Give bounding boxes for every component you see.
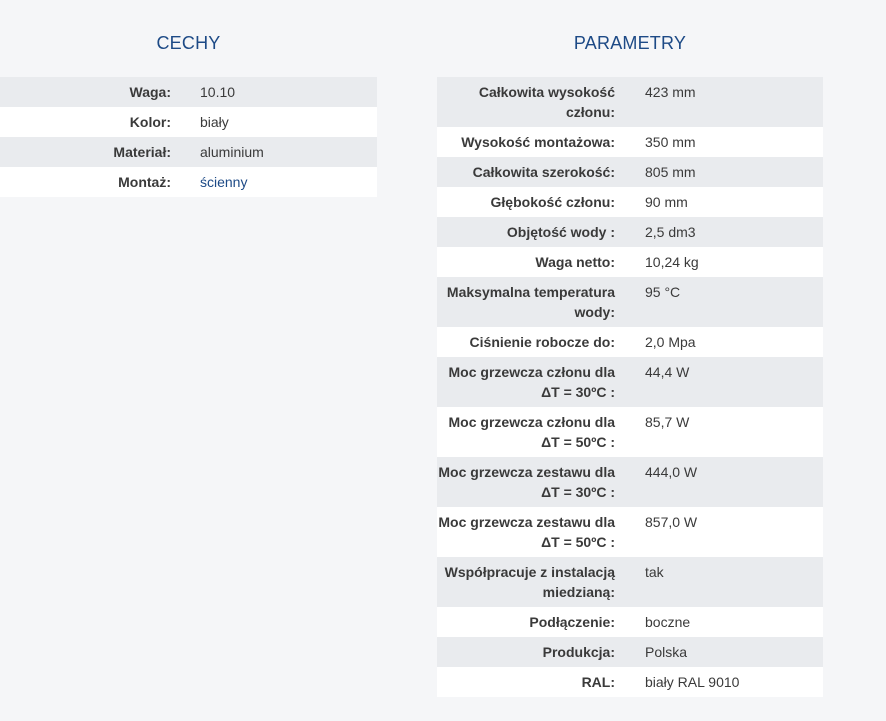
table-row (0, 107, 377, 137)
row-value: Polska (645, 637, 823, 667)
table-row (437, 607, 823, 637)
row-value: 350 mm (645, 127, 823, 157)
row-label: Moc grzewcza zestawu dla ΔT = 50ºC : (437, 507, 645, 557)
table-row (437, 247, 823, 277)
row-value (200, 167, 377, 197)
row-label: Waga netto: (437, 247, 645, 277)
row-label: Montaż: (0, 167, 200, 197)
row-label: Współpracuje z instalacją miedzianą: (437, 557, 645, 607)
row-label: Produkcja: (437, 637, 645, 667)
table-row (437, 637, 823, 667)
row-value: 2,5 dm3 (645, 217, 823, 247)
row-label: RAL: (437, 667, 645, 697)
row-label: Moc grzewcza członu dla ΔT = 50ºC : (437, 407, 645, 457)
row-label: Maksymalna temperatura wody: (437, 277, 645, 327)
row-value: 44,4 W (645, 357, 823, 407)
row-value: tak (645, 557, 823, 607)
table-row (437, 157, 823, 187)
row-label: Podłączenie: (437, 607, 645, 637)
table-row (437, 217, 823, 247)
row-value: 444,0 W (645, 457, 823, 507)
table-row (437, 327, 823, 357)
montaz-link[interactable]: ścienny (200, 174, 248, 190)
table-row (437, 277, 823, 327)
parametry-title: PARAMETRY (573, 33, 687, 53)
cechy-table (0, 77, 377, 197)
row-label: Wysokość montażowa: (437, 127, 645, 157)
table-row (437, 77, 823, 127)
row-label: Moc grzewcza członu dla ΔT = 30ºC : (437, 357, 645, 407)
row-value: biały (200, 107, 377, 137)
table-row (437, 357, 823, 407)
table-row (437, 507, 823, 557)
table-row (437, 457, 823, 507)
row-value: 95 °C (645, 277, 823, 327)
row-value: biały RAL 9010 (645, 667, 823, 697)
row-label: Kolor: (0, 107, 200, 137)
row-label: Moc grzewcza zestawu dla ΔT = 30ºC : (437, 457, 645, 507)
row-value: 857,0 W (645, 507, 823, 557)
row-value: 423 mm (645, 77, 823, 127)
row-label: Ciśnienie robocze do: (437, 327, 645, 357)
row-value: 2,0 Mpa (645, 327, 823, 357)
row-label: Całkowita szerokość: (437, 157, 645, 187)
row-value: 90 mm (645, 187, 823, 217)
row-value: 10,24 kg (645, 247, 823, 277)
table-row (0, 137, 377, 167)
row-value: aluminium (200, 137, 377, 167)
row-label: Materiał: (0, 137, 200, 167)
row-value: boczne (645, 607, 823, 637)
row-value: 10.10 (200, 77, 377, 107)
row-label: Całkowita wysokość członu: (437, 77, 645, 127)
row-label: Głębokość członu: (437, 187, 645, 217)
cechy-title: CECHY (156, 33, 221, 53)
row-label: Objętość wody : (437, 217, 645, 247)
table-row (437, 557, 823, 607)
row-value: 805 mm (645, 157, 823, 187)
table-row (437, 187, 823, 217)
table-row (437, 667, 823, 697)
row-value: 85,7 W (645, 407, 823, 457)
table-row (437, 127, 823, 157)
row-label: Waga: (0, 77, 200, 107)
parametry-table (437, 77, 823, 697)
table-row (437, 407, 823, 457)
table-row (0, 167, 377, 197)
table-row (0, 77, 377, 107)
